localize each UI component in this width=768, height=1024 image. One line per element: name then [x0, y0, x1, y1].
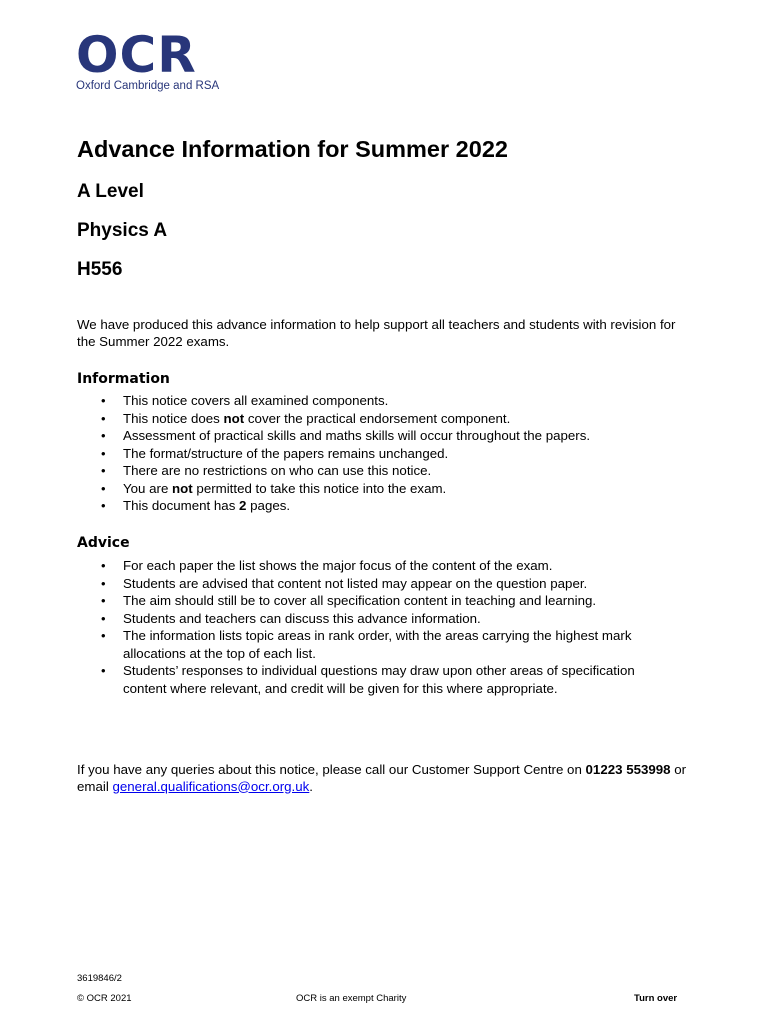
information-item: • There are no restrictions on who can use this notice.: [77, 462, 677, 480]
information-item: • The format/structure of the papers remains unchanged.: [77, 445, 677, 463]
qualification-level: A Level: [77, 181, 144, 202]
turn-over-label: Turn over: [634, 993, 678, 1004]
intro-paragraph: We have produced this advance information to help support all teachers and students with revision for the Summer 2022 exams.: [77, 317, 676, 349]
advice-item: • The information lists topic areas in rank order, with the areas carrying the highest mark allocations at the top of each list.: [77, 627, 677, 662]
charity-notice: OCR is an exempt Charity: [296, 993, 407, 1004]
copyright-notice: © OCR 2021: [77, 993, 132, 1004]
document-title: Advance Information for Summer 2022: [77, 136, 508, 162]
information-item: • This document has 2 pages.: [77, 497, 677, 515]
contact-paragraph: If you have any queries about this notice, please call our Customer Support Centre on 01223 553998 or email general.qualifications@ocr.org.uk.: [77, 762, 687, 794]
information-item: • You are not permitted to take this notice into the exam.: [77, 480, 677, 498]
ocr-logo: [76, 26, 236, 94]
specification-code: H556: [77, 259, 123, 280]
advice-item: • Students are advised that content not listed may appear on the question paper.: [77, 575, 677, 593]
information-item: • Assessment of practical skills and maths skills will occur throughout the papers.: [77, 427, 677, 445]
information-heading: Information: [77, 371, 170, 387]
ocr-logo-subtitle: Oxford Cambridge and RSA: [76, 80, 220, 92]
advice-item: • Students’ responses to individual questions may draw upon other areas of specification content where relevant, and credit will be given for this where appropriate.: [77, 662, 677, 697]
advice-list: [77, 557, 677, 697]
advice-item: • Students and teachers can discuss this advance information.: [77, 610, 677, 628]
ocr-logo-mark: OCR: [76, 26, 197, 84]
advice-heading: Advice: [77, 535, 130, 551]
support-phone-number: 01223 553998: [585, 762, 671, 777]
advice-item: • For each paper the list shows the major focus of the content of the exam.: [77, 557, 677, 575]
support-email-link[interactable]: general.qualifications@ocr.org.uk: [112, 778, 310, 794]
information-item: • This notice covers all examined components.: [77, 392, 677, 410]
subject-name: Physics A: [77, 220, 168, 241]
document-reference: 3619846/2: [77, 973, 122, 984]
information-list: [77, 392, 677, 515]
information-item: • This notice does not cover the practical endorsement component.: [77, 410, 677, 428]
advice-item: • The aim should still be to cover all specification content in teaching and learning.: [77, 592, 677, 610]
